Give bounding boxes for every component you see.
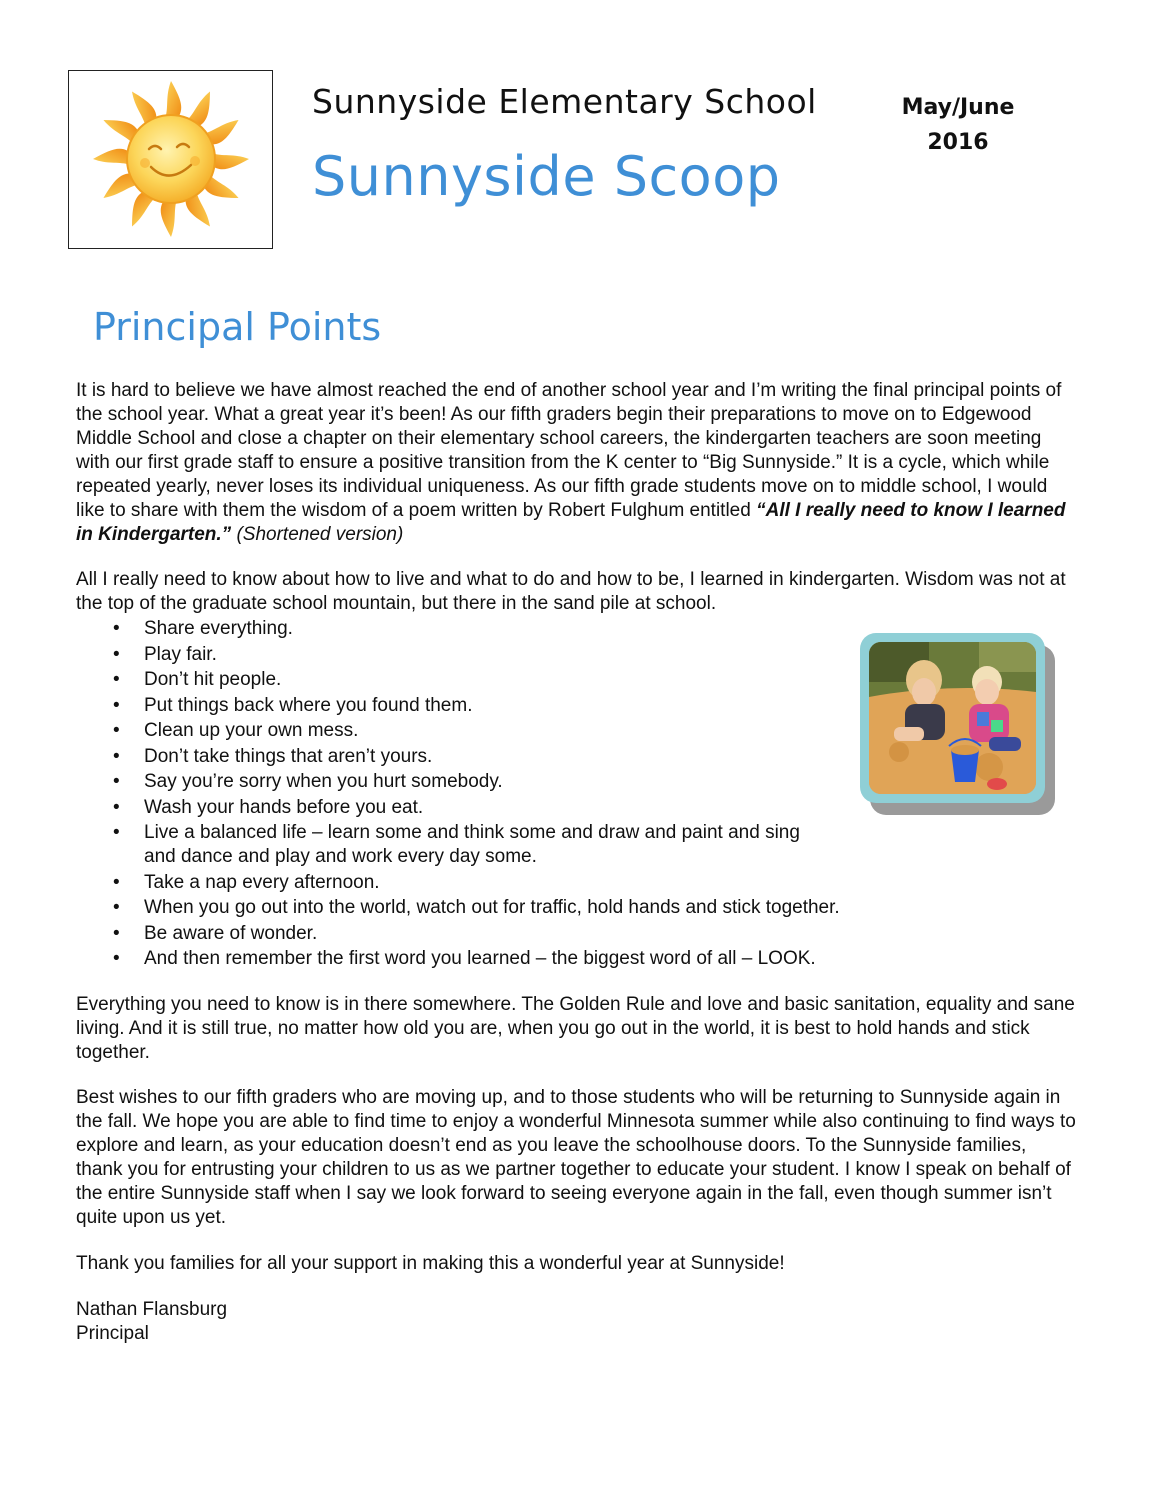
list-item-text: Clean up your own mess. (144, 720, 359, 741)
bullet-icon: • (113, 669, 120, 690)
list-item (76, 617, 936, 641)
bullet-icon: • (113, 694, 120, 716)
list-item (76, 871, 936, 895)
closing-paragraph-2: Best wishes to our fifth graders who are moving up, and to those students who will be returning to Sunnyside again in the fall. We hope you are able to find time to enjoy a wonderful Minnesota summer while also continuing to find ways to explore and learn, as your education doesn’t end as you leave the schoolhouse doors. To the Sunnyside families, thank you for entrusting your children to us as we partner together to educate your student. I know I speak on behalf of the entire Sunnyside staff when I say we look forward to seeing everyone again in the fall, even though summer isn’t quite upon us yet. (76, 1087, 1076, 1228)
list-item-text: Play fair. (144, 643, 217, 665)
school-name: Sunnyside Elementary School (312, 82, 817, 121)
list-item (76, 745, 936, 769)
list-item-text: Take a nap every afternoon. (144, 871, 380, 893)
poem-note: (Shortened version) (236, 524, 404, 545)
closing-paragraph-1: Everything you need to know is in there somewhere. The Golden Rule and love and basic sanitation, equality and sane living. And it is still true, no matter how old you are, when you go out in the world, it is best to hold hands and stick together. (76, 994, 1075, 1063)
list-item (76, 719, 936, 743)
bullet-icon: • (113, 796, 120, 818)
list-item (76, 896, 936, 920)
list-item (76, 668, 936, 692)
list-item (76, 796, 936, 820)
signature-title: Principal (76, 1323, 149, 1344)
photo-frame (860, 633, 1045, 803)
list-item (76, 821, 834, 869)
bullet-icon: • (113, 822, 120, 843)
list-item-text: Live a balanced life – learn some and think some and draw and paint and sing and dance and play and work every day some. (144, 822, 800, 867)
list-item-text: Say you’re sorry when you hurt somebody. (144, 771, 503, 792)
list-item-text: Put things back where you found them. (144, 694, 473, 716)
poem-intro: All I really need to know about how to live and what to do and how to be, I learned in kindergarten. Wisdom was not at the top of the graduate school mountain, but there in the sand pile at school. (76, 569, 1066, 614)
intro-paragraph (76, 379, 1076, 547)
list-item (76, 643, 936, 667)
list-item (76, 922, 936, 946)
bullet-icon: • (113, 618, 120, 639)
list-item (76, 947, 936, 971)
list-item (76, 694, 936, 718)
poem-title: “All I really need to know I learned in Kindergarten.” (76, 500, 1066, 545)
bullet-icon: • (113, 745, 120, 767)
list-item-text: And then remember the first word you learned – the biggest word of all – LOOK. (144, 948, 816, 969)
poem-list (76, 617, 936, 973)
issue-date (880, 90, 1036, 160)
intro-text: It is hard to believe we have almost reached the end of another school year and I’m writing the final principal points of the school year. What a great year it’s been! As our fifth graders begin their preparations to move on to Edgewood Middle School and close a chapter on their elementary school careers, the kindergarten teachers are soon meeting with our first grade staff to ensure a positive transition from the K center to “Big Sunnyside.” It is a cycle, which while repeated yearly, never loses its individual uniqueness. As our fifth grade students move on to middle school, I would like to share with them the wisdom of a poem written by Robert Fulghum entitled (76, 380, 1062, 521)
bullet-icon: • (113, 643, 120, 665)
list-item-text: Be aware of wonder. (144, 922, 318, 944)
bullet-icon: • (113, 871, 120, 893)
bullet-icon: • (113, 922, 120, 944)
list-item-text: Wash your hands before you eat. (144, 796, 424, 818)
issue-month: May/June (901, 95, 1015, 120)
list-item-text: Don’t take things that aren’t yours. (144, 745, 433, 767)
sandbox-illustration (869, 642, 1036, 794)
list-item-text: When you go out into the world, watch out for traffic, hold hands and stick together. (144, 897, 840, 918)
bullet-icon: • (113, 897, 120, 918)
newsletter-title: Sunnyside Scoop (312, 145, 781, 208)
sunny-logo (68, 70, 273, 249)
bullet-icon: • (113, 720, 120, 741)
signature-name: Nathan Flansburg (76, 1299, 228, 1320)
children-in-sandbox-photo (869, 642, 1036, 794)
list-item-text: Share everything. (144, 618, 293, 639)
bullet-icon: • (113, 948, 120, 969)
list-item-text: Don’t hit people. (144, 669, 282, 690)
signature (76, 1298, 1076, 1346)
section-title: Principal Points (93, 305, 382, 349)
issue-year: 2016 (927, 130, 989, 155)
sun-face-icon (81, 77, 261, 242)
bullet-icon: • (113, 771, 120, 792)
list-item (76, 770, 936, 794)
closing-paragraph-3: Thank you families for all your support in making this a wonderful year at Sunnyside! (76, 1253, 785, 1274)
